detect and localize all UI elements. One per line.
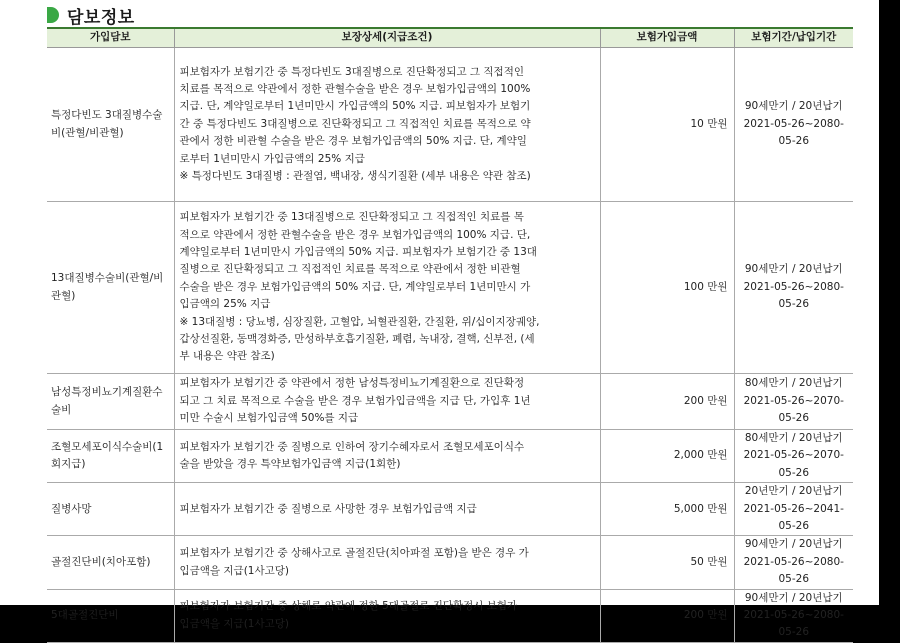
coverage-amount: 200 만원 (600, 589, 734, 642)
coverage-detail: 피보험자가 보험기간 중 특정다빈도 3대질병으로 진단확정되고 그 직접적인 치료를 목적으로 약관에서 정한 관혈수술을 받은 경우 보험가입금액의 100% 지급. 단, 계약일로부터 1년미만시 가입금액의 50% 지급. 피보험자가 보험기 간 중 특정다빈도 3대질병으로 진단확정되고 그 직접적인 치료를 목적으로 약 관에서 정한 비관혈 수술을 받은 경우 보험가입금액의 50% 지급. 단, 계약일 로부터 1년미만시 가입금액의 25% 지급 ※ 특정다빈도 3대질병 : 관절염, 백내장, 생식기질환 (세부 내용은 약관 참조) (174, 48, 600, 202)
coverage-amount: 10 만원 (600, 48, 734, 202)
coverage-name: 골절진단비(치아포함) (47, 536, 174, 589)
header-amount: 보험가입금액 (600, 28, 734, 48)
coverage-period: 90세만기 / 20년납기 2021-05-26~2080-05-26 (734, 202, 853, 374)
coverage-period: 90세만기 / 20년납기 2021-05-26~2080-05-26 (734, 536, 853, 589)
table-row (47, 374, 853, 430)
table-row (47, 536, 853, 589)
coverage-detail: 피보험자가 보험기간 중 상해사고로 골절진단(치아파절 포함)을 받은 경우 가 입금액을 지급(1사고당) (174, 536, 600, 589)
section-marker-icon (47, 7, 59, 23)
coverage-table (47, 27, 853, 643)
table-row (47, 430, 853, 483)
coverage-period: 90세만기 / 20년납기 2021-05-26~2080-05-26 (734, 48, 853, 202)
coverage-detail: 피보험자가 보험기간 중 약관에서 정한 남성특정비뇨기계질환으로 진단확정 되고 그 치료 목적으로 수술을 받은 경우 보험가입금액을 지급 단, 가입후 1년 미만 수술시 보험가입금액 50%를 지급 (174, 374, 600, 430)
coverage-name: 남성특정비뇨기계질환수술비 (47, 374, 174, 430)
coverage-amount: 5,000 만원 (600, 483, 734, 536)
coverage-period: 80세만기 / 20년납기 2021-05-26~2070-05-26 (734, 430, 853, 483)
screen-edge-bar (879, 0, 900, 605)
table-header-row (47, 28, 853, 48)
table-row (47, 202, 853, 374)
table-row (47, 48, 853, 202)
coverage-amount: 200 만원 (600, 374, 734, 430)
coverage-amount: 2,000 만원 (600, 430, 734, 483)
section-title: 담보정보 (67, 7, 135, 28)
coverage-name: 조혈모세포이식수술비(1회지급) (47, 430, 174, 483)
coverage-amount: 50 만원 (600, 536, 734, 589)
coverage-name: 특정다빈도 3대질병수술비(관혈/비관혈) (47, 48, 174, 202)
coverage-period: 90세만기 / 20년납기 2021-05-26~2080-05-26 (734, 589, 853, 642)
header-period: 보험기간/납입기간 (734, 28, 853, 48)
coverage-amount: 100 만원 (600, 202, 734, 374)
coverage-detail: 피보험자가 보험기간 중 상해로 약관에 정한 5대골절로 진단확정시 보험가 입금액을 지급(1사고당) (174, 589, 600, 642)
coverage-detail: 피보험자가 보험기간 중 13대질병으로 진단확정되고 그 직접적인 치료를 목 적으로 약관에서 정한 관혈수술을 받은 경우 보험가입금액의 100% 지급. 단, 계약일로부터 1년미만시 가입금액의 50% 지급. 피보험자가 보험기간 중 13대 질병으로 진단확정되고 그 직접적인 치료를 목적으로 약관에서 정한 비관혈 수술을 받은 경우 보험가입금액의 50% 지급. 단, 계약일로부터 1년미만시 가 입금액의 25% 지급 ※ 13대질병 : 당뇨병, 심장질환, 고혈압, 뇌혈관질환, 간질환, 위/십이지장궤양, 갑상선질환, 동맥경화증, 만성하부호흡기질환, 폐렴, 녹내장, 결핵, 신부전, (세 부 내용은 약관 참조) (174, 202, 600, 374)
coverage-period: 20년만기 / 20년납기 2021-05-26~2041-05-26 (734, 483, 853, 536)
coverage-detail: 피보험자가 보험기간 중 질병으로 인하여 장기수혜자로서 조혈모세포이식수 술을 받았을 경우 특약보험가입금액 지급(1회한) (174, 430, 600, 483)
section-header (47, 3, 135, 27)
header-detail: 보장상세(지급조건) (174, 28, 600, 48)
coverage-detail: 피보험자가 보험기간 중 질병으로 사망한 경우 보험가입금액 지급 (174, 483, 600, 536)
coverage-name: 13대질병수술비(관혈/비관혈) (47, 202, 174, 374)
coverage-name: 질병사망 (47, 483, 174, 536)
coverage-period: 80세만기 / 20년납기 2021-05-26~2070-05-26 (734, 374, 853, 430)
coverage-name: 5대골절진단비 (47, 589, 174, 642)
table-row (47, 589, 853, 642)
table-row (47, 483, 853, 536)
header-coverage: 가입담보 (47, 28, 174, 48)
